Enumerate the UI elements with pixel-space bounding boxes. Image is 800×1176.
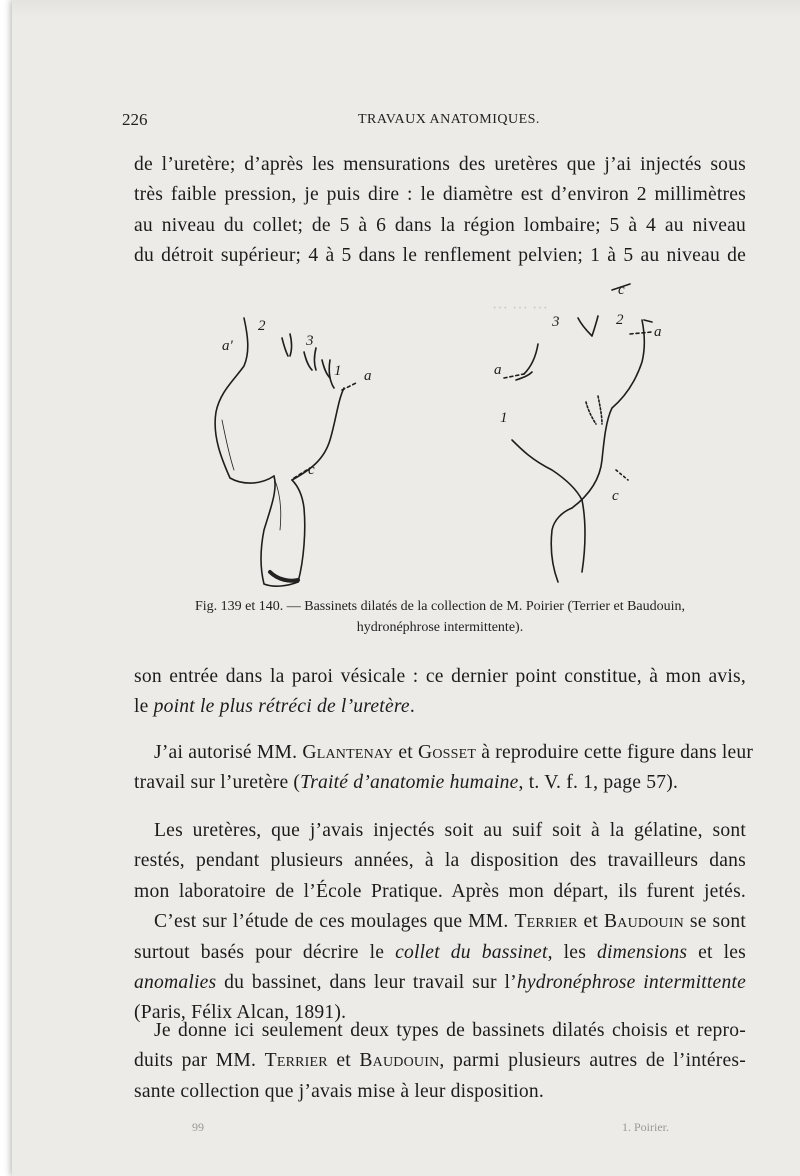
text-line: Je donne ici seulement deux types de bassinets dilatés choisis et repro- bbox=[154, 1020, 746, 1041]
text-run: l’ bbox=[504, 972, 517, 994]
text-line: au niveau du collet; de 5 à 6 dans la région lombaire; 5 à 4 au niveau bbox=[134, 214, 746, 236]
text-run: , t. V. f. 1, page 57). bbox=[518, 772, 679, 794]
paragraph-3 bbox=[134, 738, 754, 799]
fig140-label-3: 3 bbox=[552, 314, 560, 330]
text-run: et les bbox=[687, 941, 746, 963]
text-line: (Paris, Félix Alcan, 1891). bbox=[134, 1002, 347, 1024]
text-line bbox=[134, 907, 746, 937]
fig140-label-a-right: a bbox=[654, 324, 662, 340]
text-line bbox=[134, 968, 746, 998]
text-run: , les bbox=[547, 941, 597, 963]
text-run: et bbox=[393, 742, 418, 763]
paragraph-4 bbox=[134, 816, 746, 1029]
footer-left: 99 bbox=[192, 1120, 204, 1134]
text-run: se sont bbox=[683, 911, 746, 933]
fig139-label-a: a bbox=[364, 368, 372, 384]
text-run: C’est sur l’étude de ces moulages que MM. bbox=[154, 911, 515, 933]
author-name: Baudouin bbox=[359, 1050, 440, 1072]
fig140-label-a-left: a bbox=[494, 362, 502, 378]
fig140-label-c: c bbox=[612, 488, 619, 504]
text-line: très faible pression, je puis dire : le diamètre est d’environ 2 millimètres bbox=[134, 184, 746, 206]
author-name: Terrier bbox=[264, 1050, 328, 1072]
author-name: Terrier bbox=[514, 911, 578, 933]
text-line bbox=[134, 768, 746, 798]
figure-140-drawing bbox=[504, 284, 652, 582]
text-run: travail sur l’uretère ( bbox=[134, 772, 301, 794]
text-line: mon laboratoire de l’École Pratique. Après mon départ, ils furent jetés. bbox=[134, 880, 746, 902]
fig140-label-2: 2 bbox=[616, 312, 624, 328]
footer-right: 1. Poirier. bbox=[622, 1120, 669, 1134]
caption-line-2: hydronéphrose intermittente). bbox=[356, 620, 524, 635]
fig139-label-1: 1 bbox=[334, 363, 342, 379]
text-line bbox=[134, 692, 746, 722]
emphasis-text: collet du bassinet bbox=[395, 941, 548, 963]
emphasis-text: point le plus rétréci de l’uretère bbox=[153, 696, 410, 718]
bleed-through-text: ··· ··· ··· bbox=[492, 300, 548, 317]
text-run: duits par MM. bbox=[134, 1050, 265, 1072]
text-run: surtout basés pour décrire le bbox=[134, 941, 396, 963]
text-run: J’ai autorisé MM. bbox=[154, 742, 303, 763]
text-run: le bbox=[134, 696, 154, 718]
book-title: Traité d’anatomie humaine bbox=[300, 772, 519, 794]
emphasis-text: anomalies bbox=[134, 972, 217, 994]
author-name: Gosset bbox=[417, 742, 477, 763]
fig139-label-c: c bbox=[308, 462, 315, 478]
text-line: Les uretères, que j’avais injectés soit au suif soit à la gélatine, sont bbox=[154, 820, 746, 841]
emphasis-text: dimensions bbox=[596, 941, 688, 963]
fig140-label-1: 1 bbox=[500, 410, 508, 426]
figure-caption bbox=[136, 596, 744, 638]
author-name: Baudouin bbox=[603, 911, 684, 933]
text-run: à reproduire cette figure dans leur bbox=[476, 742, 754, 763]
text-line bbox=[134, 938, 746, 968]
figure-139-drawing bbox=[215, 318, 358, 586]
paragraph-2 bbox=[134, 662, 746, 723]
caption-line-1: Fig. 139 et 140. — Bassinets dilatés de la collection de M. Poirier (Terrier et Baudouin, bbox=[194, 599, 686, 614]
fig139-label-3: 3 bbox=[306, 333, 314, 349]
text-line: restés, pendant plusieurs années, à la disposition des travailleurs dans bbox=[134, 850, 746, 872]
text-run: du bassinet, dans leur travail sur bbox=[216, 972, 505, 994]
author-name: Glantenay bbox=[302, 742, 394, 763]
text-run: et bbox=[327, 1050, 360, 1072]
text-line bbox=[134, 1046, 746, 1076]
book-page bbox=[12, 0, 800, 1176]
emphasis-text: hydronéphrose intermittente bbox=[516, 972, 746, 994]
fig139-label-a-prime: a' bbox=[222, 338, 233, 354]
fig139-label-2: 2 bbox=[258, 318, 266, 334]
text-run: , parmi plusieurs autres de l’intéres- bbox=[439, 1050, 746, 1072]
text-line: sante collection que j’avais mise à leur disposition. bbox=[134, 1080, 544, 1102]
text-run: . bbox=[409, 696, 415, 718]
text-line: du détroit supérieur; 4 à 5 dans le renflement pelvien; 1 à 5 au niveau de bbox=[134, 245, 746, 267]
fig140-label-top-c: c bbox=[618, 282, 625, 298]
figure-139-140 bbox=[12, 0, 800, 600]
text-line: son entrée dans la paroi vésicale : ce dernier point constitue, à mon avis, bbox=[134, 666, 746, 687]
paragraph-5 bbox=[134, 1016, 746, 1107]
text-line: de l’uretère; d’après les mensurations des uretères que j’ai injectés sous bbox=[134, 154, 746, 175]
text-run: et bbox=[577, 911, 604, 933]
page-number: 226 bbox=[122, 110, 148, 129]
text-line bbox=[134, 738, 754, 768]
running-title: TRAVAUX ANATOMIQUES. bbox=[358, 112, 540, 127]
